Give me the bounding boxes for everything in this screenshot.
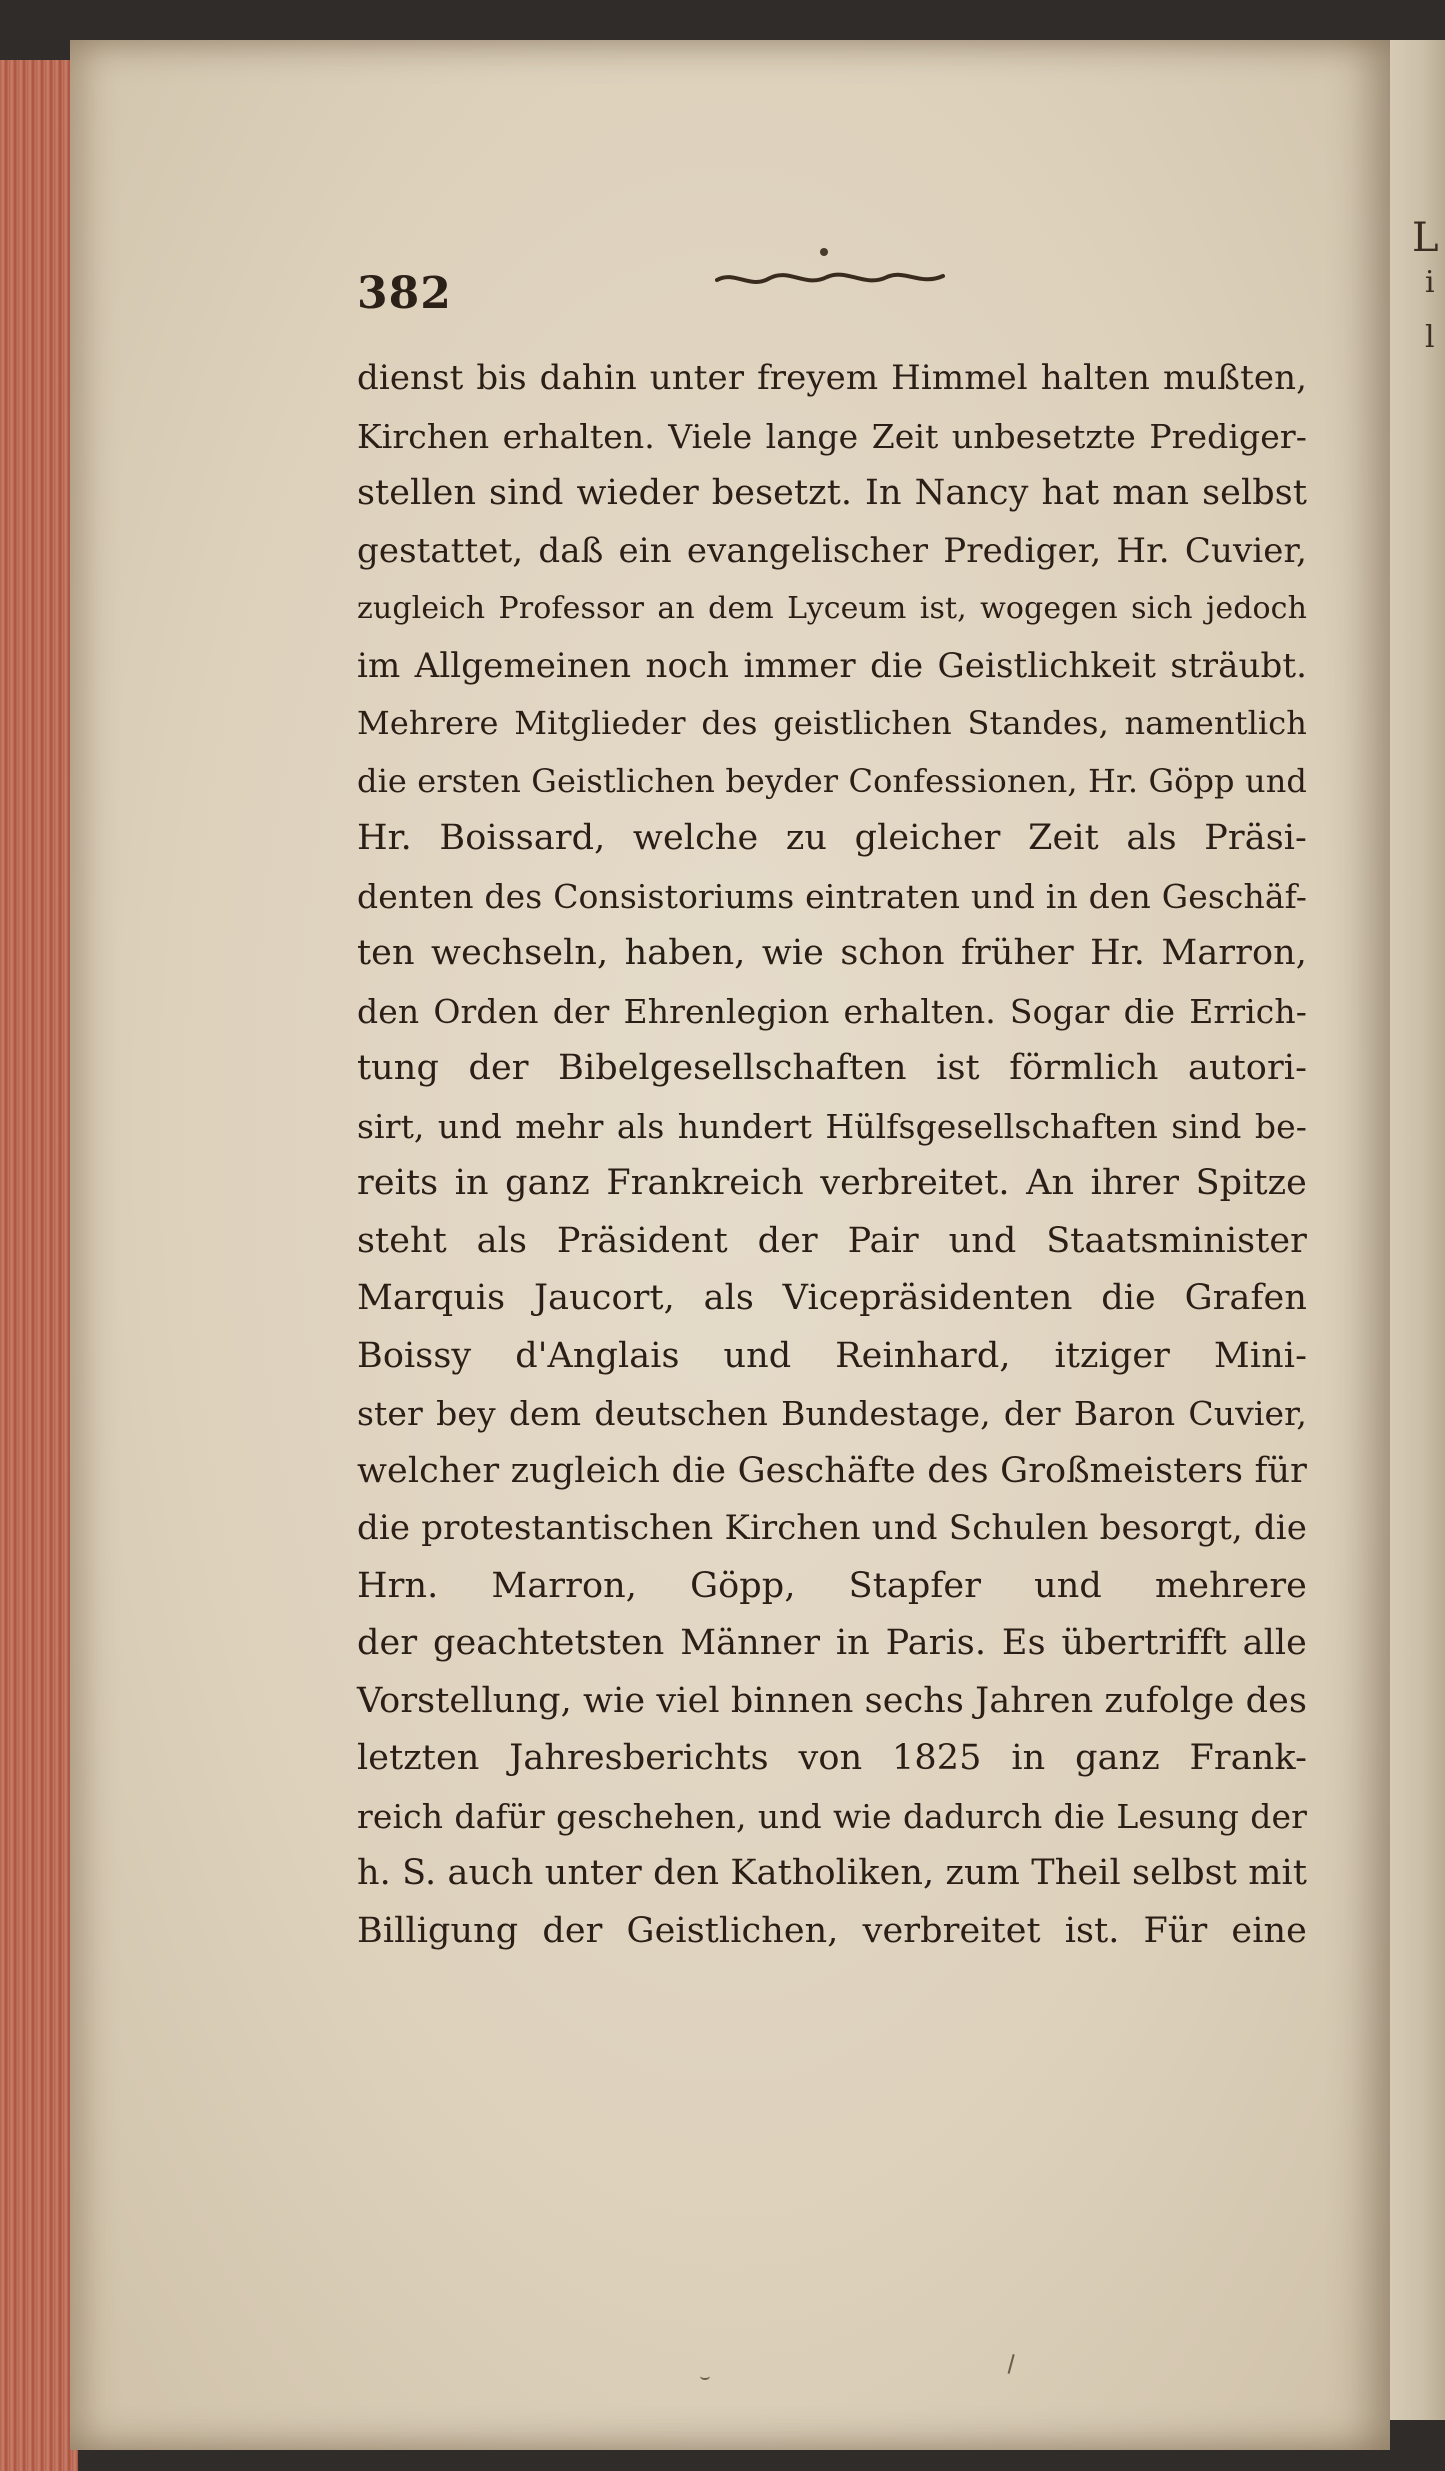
text-line: Boissy d'Anglais und Reinhard, itziger Mini- [357,1335,1307,1376]
text-line: Hrn. Marron, Göpp, Stapfer und mehrere [357,1565,1307,1606]
text-line: die protestantischen Kirchen und Schulen besorgt, die [357,1508,1307,1548]
text-line: denten des Consistoriums eintraten und in den Geschäf- [357,876,1307,916]
text-line: dienst bis dahin unter freyem Himmel halten mußten, [357,358,1307,398]
text-line: Vorstellung, wie viel binnen sechs Jahren zufolge des [357,1680,1308,1721]
text-line: Billigung der Geistlichen, verbreitet ist. Für eine [357,1910,1307,1951]
text-line: der geachtetsten Männer in Paris. Es übertrifft alle [357,1623,1307,1663]
text-line: im Allgemeinen noch immer die Geistlichkeit sträubt. [357,645,1307,686]
pencil-mark [700,2372,710,2380]
text-line: reich dafür geschehen, und wie dadurch die Lesung der [357,1796,1307,1836]
text-line: ster bey dem deutschen Bundestage, der Baron Cuvier, [357,1394,1307,1433]
page-block-edge [0,60,78,2471]
text-line: die ersten Geistlichen beyder Confessionen, Hr. Göpp und [357,761,1307,800]
text-line: tung der Bibelgesellschaften ist förmlich autori- [357,1048,1307,1088]
text-line: welcher zugleich die Geschäfte des Großmeisters für [357,1450,1307,1491]
text-line: stellen sind wieder besetzt. In Nancy hat man selbst [357,473,1307,513]
text-line: sirt, und mehr als hundert Hülfsgesellschaften sind be- [357,1106,1307,1146]
next-page-fragment: l [1425,320,1435,355]
text-line: zugleich Professor an dem Lyceum ist, wogegen sich jedoch [357,591,1307,626]
text-line: letzten Jahresberichts von 1825 in ganz Frank- [357,1738,1307,1778]
text-line: Mehrere Mitglieder des geistlichen Standes, namentlich [357,704,1307,742]
text-line: gestattet, daß ein evangelischer Prediger, Hr. Cuvier, [357,530,1307,571]
ornament-dot [820,248,828,256]
body-text [357,350,1307,1960]
text-line: Marquis Jaucort, als Vicepräsidenten die Grafen [357,1278,1307,1318]
header-ornament [715,262,945,292]
text-line: den Orden der Ehrenlegion erhalten. Sogar die Errich- [357,991,1307,1031]
text-line: Kirchen erhalten. Viele lange Zeit unbesetzte Prediger- [357,416,1307,456]
text-line: Hr. Boissard, welche zu gleicher Zeit als Präsi- [357,818,1307,858]
text-line: reits in ganz Frankreich verbreitet. An ihrer Spitze [357,1163,1307,1203]
text-line: h. S. auch unter den Katholiken, zum Theil selbst mit [357,1853,1307,1893]
page-number: 382 [357,268,452,319]
next-page-fragment: L [1412,215,1439,261]
next-page-fragment: i [1425,265,1435,300]
text-line: ten wechseln, haben, wie schon früher Hr. Marron, [357,933,1307,973]
text-line: steht als Präsident der Pair und Staatsminister [357,1220,1307,1261]
